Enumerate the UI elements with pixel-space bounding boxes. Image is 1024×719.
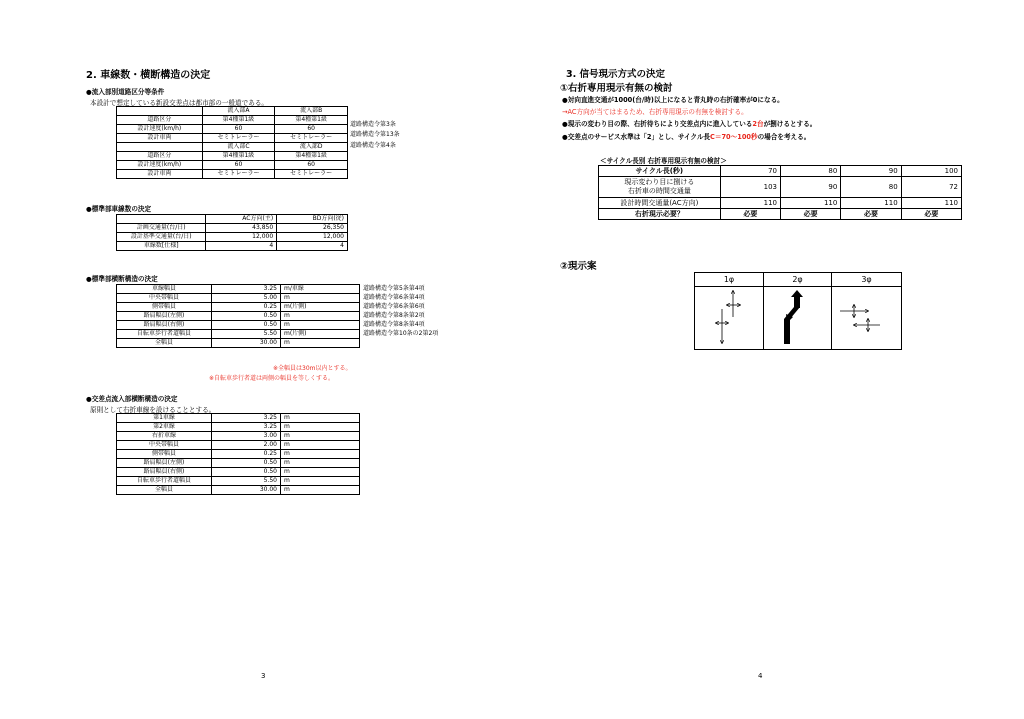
table-cell: m [281, 486, 360, 495]
subsection-right-turn: ①右折専用現示有無の検討 [560, 83, 673, 94]
table-cell: 60 [202, 125, 275, 134]
table-cell: 26,350 [277, 224, 348, 233]
table-cell: m [281, 414, 360, 423]
table-cell: 3.00 [212, 432, 281, 441]
table-row [117, 170, 348, 179]
table-row [117, 432, 360, 441]
table-cell: 設計基準交通量(台/日) [117, 233, 206, 242]
table-cell [360, 339, 487, 348]
table-cell: 側帯幅員 [117, 303, 212, 312]
table-row [117, 486, 360, 495]
note-article-13: 道路構造令第13条 [350, 131, 400, 138]
table-cell: 路肩幅員(右側) [117, 321, 212, 330]
table-row [599, 177, 962, 198]
bullet-phase-change: ●現示の変わり目の際、右折待ちにより交差点内に進入している2台が捌けるとする。 [562, 120, 817, 128]
table-cell: 流入部C [202, 143, 275, 152]
page-number-left: 3 [261, 672, 266, 680]
section-title-lanes: 2. 車線数・横断構造の決定 [86, 70, 211, 81]
bullet-service-level: ●交差点のサービス水準は「2」とし、サイクル長C＝70～100秒の場合を考える。 [562, 133, 811, 141]
table-row [599, 198, 962, 209]
intersection-desc: 原則として右折車線を設けることとする。 [90, 406, 216, 414]
intersection-cross-section-table [116, 413, 360, 495]
table-row [117, 423, 360, 432]
table-cell: 右折車線 [117, 432, 212, 441]
table-cell: 2.00 [212, 441, 281, 450]
table-cell: BD方向(従) [277, 215, 348, 224]
table-row [117, 233, 348, 242]
cycle-length-table [598, 165, 962, 220]
table-cell: m(片側) [281, 330, 360, 339]
table-cell: 60 [275, 125, 348, 134]
table-cell: 110 [841, 198, 901, 209]
note-sidewalk-width: ※自転車歩行者道は両側の幅員を等しくする。 [209, 375, 335, 382]
table-cell: 設計速度(km/h) [117, 161, 203, 170]
table-row [117, 330, 487, 339]
subsection-phase-plan: ②現示案 [560, 261, 597, 272]
table-cell: 中央帯幅員 [117, 441, 212, 450]
note-total-width: ※全幅員は30m以内とする。 [273, 365, 352, 372]
table-row [117, 312, 487, 321]
table-cell: 72 [901, 177, 961, 198]
table-cell: セミトレーラー [202, 170, 275, 179]
table-row [117, 339, 487, 348]
table-cell: m [281, 459, 360, 468]
table-row [117, 134, 348, 143]
table-cell: セミトレーラー [275, 170, 348, 179]
table-cell: 車線数[仕様] [117, 242, 206, 251]
phase-2-cell [764, 287, 832, 349]
table-cell: 道路構造令第8条第2項 [363, 312, 425, 319]
table-cell: 右折現示必要？ [599, 209, 721, 220]
table-row [117, 321, 487, 330]
cycle-table-title: ＜サイクル長別 右折専用現示有無の検討＞ [600, 157, 727, 165]
table-cell: 80 [781, 166, 841, 177]
phase-1-header: 1φ [695, 273, 764, 287]
table-cell: 現示変わり目に捌ける 右折車の時間交通量 [599, 177, 721, 198]
table-cell: 自転車歩行者道幅員 [117, 330, 212, 339]
table-row [117, 152, 348, 161]
table-cell: 0.50 [212, 459, 281, 468]
table-cell: 5.00 [212, 294, 281, 303]
table-cell: 全幅員 [117, 339, 212, 348]
table-row [117, 161, 348, 170]
table-cell: 側帯幅員 [117, 450, 212, 459]
heading-lane-count: ●標準部車線数の決定 [86, 205, 152, 213]
table-cell: m(片側) [281, 303, 360, 312]
table-cell: m [281, 468, 360, 477]
table-cell: セミトレーラー [275, 134, 348, 143]
table-row [117, 459, 360, 468]
phase-3-header: 3φ [832, 273, 901, 287]
table-cell: 第4種第1級 [275, 116, 348, 125]
table-cell: 43,850 [206, 224, 277, 233]
heading-cross-section: ●標準部横断構造の決定 [86, 275, 158, 283]
table-cell: m [281, 450, 360, 459]
table-cell: m [281, 321, 360, 330]
phase-1-cell [695, 287, 764, 349]
phase-3-arrows-icon [832, 287, 901, 349]
table-cell: 4 [206, 242, 277, 251]
table-cell: 0.25 [212, 303, 281, 312]
table-cell: 第4種第1級 [275, 152, 348, 161]
table-cell: 110 [720, 198, 780, 209]
page-number-right: 4 [758, 672, 763, 680]
table-cell: 12,000 [206, 233, 277, 242]
table-cell: 0.25 [212, 450, 281, 459]
table-cell: 道路構造令第6条第4項 [363, 294, 425, 301]
table-cell: 80 [841, 177, 901, 198]
table-cell: 設計車両 [117, 134, 203, 143]
table-cell: 3.25 [212, 285, 281, 294]
table-cell: 道路構造令第5条第4項 [363, 285, 425, 292]
table-cell: 必要 [841, 209, 901, 220]
table-row [117, 468, 360, 477]
table-cell: 流入部A [202, 107, 275, 116]
table-cell: 0.50 [212, 468, 281, 477]
table-cell: m [281, 312, 360, 321]
table-cell: 3.25 [212, 423, 281, 432]
table-row [117, 125, 348, 134]
table-cell: 道路構造令第6条第6項 [363, 303, 425, 310]
table-cell [117, 143, 203, 152]
bullet-ac-direction: →AC方向が当てはまるため、右折専用現示の有無を検討する。 [562, 108, 748, 116]
table-cell: 道路構造令第8条第4項 [363, 321, 425, 328]
table-cell: 90 [841, 166, 901, 177]
cross-section-table [116, 284, 487, 348]
heading-intersection-cross-section: ●交差点流入部横断構造の決定 [86, 395, 178, 403]
lane-count-table [116, 214, 348, 251]
table-cell: 30.00 [212, 339, 281, 348]
table-row [117, 116, 348, 125]
table-cell: 3.25 [212, 414, 281, 423]
table-cell: 道路構造令第10条の2第2項 [363, 330, 439, 337]
table-cell: 全幅員 [117, 486, 212, 495]
table-cell: 第4種第1級 [202, 152, 275, 161]
table-cell: 100 [901, 166, 961, 177]
table-cell: 第1車線 [117, 414, 212, 423]
table-cell: 必要 [901, 209, 961, 220]
table-cell: 5.50 [212, 477, 281, 486]
table-cell: 計画交通量(台/日) [117, 224, 206, 233]
table-cell: AC方向(主) [206, 215, 277, 224]
table-cell: 路肩幅員(左側) [117, 312, 212, 321]
table-cell: 30.00 [212, 486, 281, 495]
table-row [117, 294, 487, 303]
heading-road-classification: ●流入部別道路区分等条件 [86, 88, 165, 96]
table-cell: m [281, 423, 360, 432]
phase-3-cell [832, 287, 901, 349]
table-cell: 70 [720, 166, 780, 177]
table-row [117, 441, 360, 450]
phase-2-header: 2φ [764, 273, 832, 287]
table-cell: m [281, 441, 360, 450]
table-row [599, 166, 962, 177]
table-cell: m [281, 339, 360, 348]
table-cell: m [281, 294, 360, 303]
table-row [117, 285, 487, 294]
section-title-signal: 3. 信号現示方式の決定 [566, 69, 666, 80]
phase-diagram [694, 272, 902, 350]
table-cell: 道路区分 [117, 152, 203, 161]
table-row [117, 477, 360, 486]
table-row [117, 215, 348, 224]
note-article-4: 道路構造令第4条 [350, 142, 396, 149]
table-cell: 必要 [720, 209, 780, 220]
table-cell [117, 215, 206, 224]
table-row [117, 107, 348, 116]
table-cell [117, 107, 203, 116]
road-classification-table [116, 106, 348, 179]
table-row [117, 450, 360, 459]
phase-1-arrows-icon [695, 287, 763, 349]
table-cell: 道路区分 [117, 116, 203, 125]
bullet-opposing-traffic: ●対向直進交通が1000(台/時)以上になると青丸時の右折確率が0になる。 [562, 96, 784, 104]
table-cell: 設計時間交通量(AC方向) [599, 198, 721, 209]
table-cell: 12,000 [277, 233, 348, 242]
table-cell: 0.50 [212, 321, 281, 330]
table-cell: 自転車歩行者道幅員 [117, 477, 212, 486]
table-cell: m [281, 477, 360, 486]
table-cell: 路肩幅員(右側) [117, 468, 212, 477]
table-cell: 60 [202, 161, 275, 170]
table-cell: 第2車線 [117, 423, 212, 432]
table-cell: 60 [275, 161, 348, 170]
road-classification-desc: 本設計で想定している新設交差点は都市部の一般道である。 [90, 99, 269, 107]
table-cell: 設計車両 [117, 170, 203, 179]
table-cell: 110 [901, 198, 961, 209]
table-row [117, 303, 487, 312]
table-cell: 車線幅員 [117, 285, 212, 294]
table-cell: 設計速度(km/h) [117, 125, 203, 134]
table-cell: 103 [720, 177, 780, 198]
table-cell: セミトレーラー [202, 134, 275, 143]
table-cell: 0.50 [212, 312, 281, 321]
table-cell: 路肩幅員(左側) [117, 459, 212, 468]
table-row [599, 209, 962, 220]
table-cell: サイクル長(秒) [599, 166, 721, 177]
table-cell: 110 [781, 198, 841, 209]
table-cell: m/車線 [281, 285, 360, 294]
table-cell: 90 [781, 177, 841, 198]
table-row [117, 143, 348, 152]
table-cell: 中央帯幅員 [117, 294, 212, 303]
table-row [117, 242, 348, 251]
table-cell: 必要 [781, 209, 841, 220]
phase-2-right-turn-icon [764, 287, 831, 349]
note-article-3: 道路構造令第3条 [350, 121, 396, 128]
table-row [117, 224, 348, 233]
table-cell: 第4種第1級 [202, 116, 275, 125]
table-cell: m [281, 432, 360, 441]
table-cell: 流入部B [275, 107, 348, 116]
table-cell: 5.50 [212, 330, 281, 339]
table-cell: 4 [277, 242, 348, 251]
table-cell: 流入部D [275, 143, 348, 152]
table-row [117, 414, 360, 423]
